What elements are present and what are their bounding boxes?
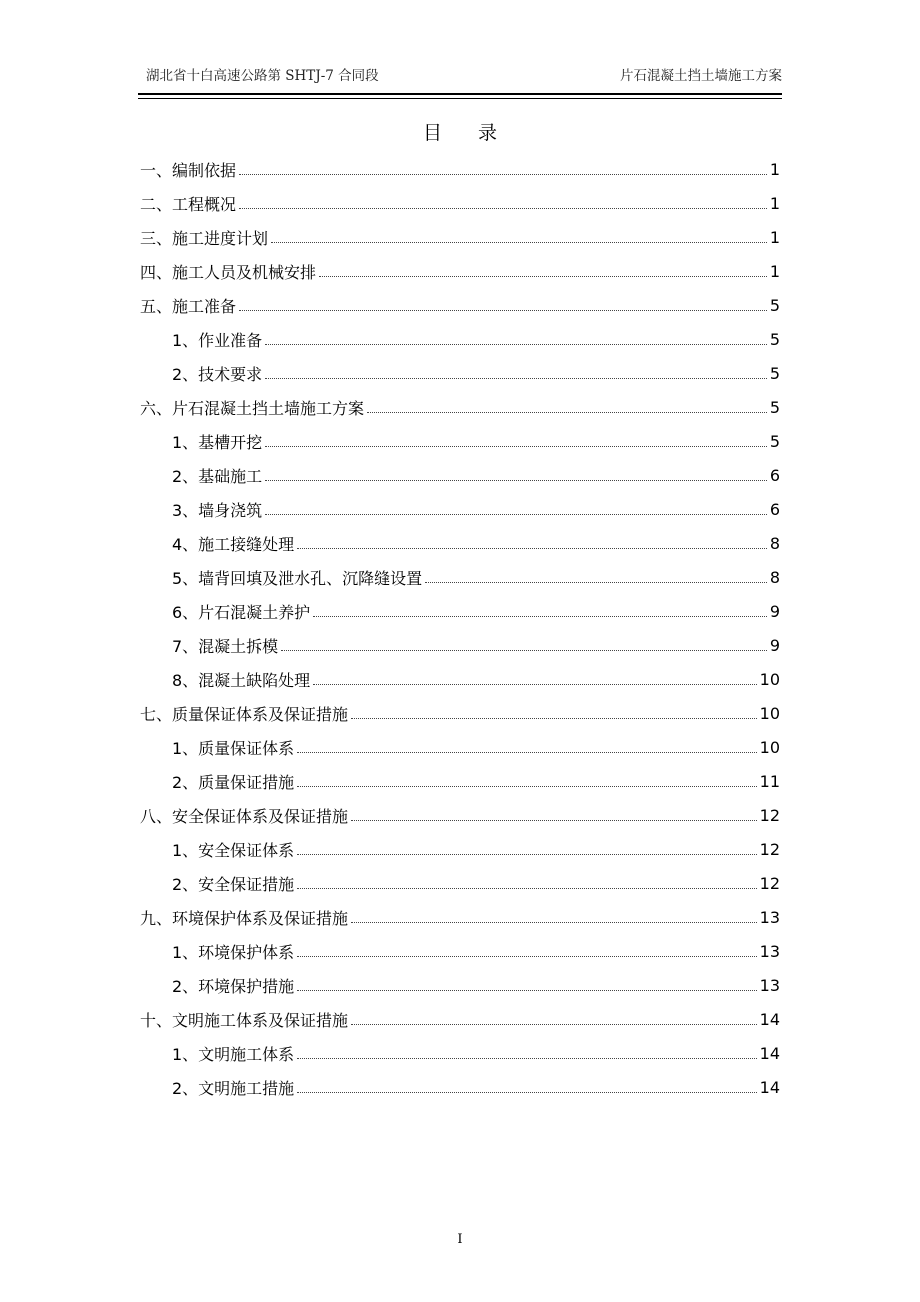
toc-dot-leader <box>297 752 756 753</box>
toc-dot-leader <box>239 310 767 311</box>
toc-subentry[interactable] <box>140 866 780 900</box>
toc-entry-page: 5 <box>769 397 780 417</box>
toc-subentry[interactable] <box>140 458 780 492</box>
toc-subentry[interactable] <box>140 934 780 968</box>
toc-entry[interactable] <box>140 900 780 934</box>
toc-entry[interactable] <box>140 798 780 832</box>
toc-subentry[interactable] <box>140 356 780 390</box>
toc-entry-page: 10 <box>759 669 780 689</box>
toc-entry-page: 6 <box>769 465 780 485</box>
toc-entry-title: 7、混凝土拆模 <box>172 636 279 656</box>
toc-entry-title: 六、片石混凝土挡土墙施工方案 <box>140 398 365 418</box>
toc-subentry[interactable] <box>140 832 780 866</box>
toc-entry[interactable] <box>140 390 780 424</box>
toc-entry-title: 8、混凝土缺陷处理 <box>172 670 311 690</box>
toc-entry-page: 5 <box>769 329 780 349</box>
toc-entry-page: 1 <box>769 193 780 213</box>
toc-entry-title: 4、施工接缝处理 <box>172 534 295 554</box>
toc-dot-leader <box>319 276 767 277</box>
toc-entry-title: 三、施工进度计划 <box>140 228 269 248</box>
toc-entry-page: 14 <box>759 1077 780 1097</box>
toc-dot-leader <box>425 582 767 583</box>
toc-entry-title: 一、编制依据 <box>140 160 237 180</box>
toc-dot-leader <box>239 174 767 175</box>
toc-entry-page: 13 <box>759 975 780 995</box>
toc-entry-page: 13 <box>759 907 780 927</box>
header-rule-thick <box>138 93 782 95</box>
toc-entry-page: 13 <box>759 941 780 961</box>
toc-subentry[interactable] <box>140 730 780 764</box>
toc-subentry[interactable] <box>140 526 780 560</box>
toc-entry-page: 9 <box>769 601 780 621</box>
toc-entry-page: 12 <box>759 805 780 825</box>
toc-entry-page: 1 <box>769 227 780 247</box>
table-of-contents <box>140 152 780 1104</box>
toc-dot-leader <box>265 446 767 447</box>
toc-entry[interactable] <box>140 220 780 254</box>
toc-entry-title: 3、墙身浇筑 <box>172 500 263 520</box>
toc-dot-leader <box>265 344 767 345</box>
toc-entry[interactable] <box>140 152 780 186</box>
toc-dot-leader <box>351 922 757 923</box>
header-rule-thin <box>138 98 782 99</box>
toc-entry-title: 九、环境保护体系及保证措施 <box>140 908 349 928</box>
toc-entry-title: 2、技术要求 <box>172 364 263 384</box>
toc-dot-leader <box>297 1092 756 1093</box>
page-number: I <box>457 1232 463 1247</box>
toc-entry-page: 10 <box>759 703 780 723</box>
toc-entry-page: 5 <box>769 363 780 383</box>
toc-entry-page: 14 <box>759 1009 780 1029</box>
toc-entry[interactable] <box>140 1002 780 1036</box>
toc-dot-leader <box>271 242 767 243</box>
toc-entry-page: 11 <box>759 771 780 791</box>
toc-subentry[interactable] <box>140 492 780 526</box>
toc-entry[interactable] <box>140 186 780 220</box>
toc-entry-title: 2、基础施工 <box>172 466 263 486</box>
toc-dot-leader <box>265 480 767 481</box>
toc-dot-leader <box>351 1024 757 1025</box>
toc-entry-title: 八、安全保证体系及保证措施 <box>140 806 349 826</box>
toc-dot-leader <box>297 888 756 889</box>
toc-entry-title: 四、施工人员及机械安排 <box>140 262 317 282</box>
toc-entry-page: 8 <box>769 567 780 587</box>
toc-subentry[interactable] <box>140 764 780 798</box>
toc-dot-leader <box>351 718 757 719</box>
toc-dot-leader <box>297 990 756 991</box>
toc-entry-page: 10 <box>759 737 780 757</box>
toc-dot-leader <box>297 786 756 787</box>
toc-dot-leader <box>265 378 767 379</box>
toc-entry-page: 8 <box>769 533 780 553</box>
header-document-title: 片石混凝土挡土墙施工方案 <box>620 68 782 84</box>
toc-entry-page: 5 <box>769 295 780 315</box>
toc-title: 目录 <box>422 122 533 144</box>
toc-entry-title: 1、作业准备 <box>172 330 263 350</box>
toc-entry-title: 1、基槽开挖 <box>172 432 263 452</box>
toc-entry-title: 5、墙背回填及泄水孔、沉降缝设置 <box>172 568 423 588</box>
toc-entry-page: 6 <box>769 499 780 519</box>
toc-subentry[interactable] <box>140 628 780 662</box>
toc-entry-title: 1、质量保证体系 <box>172 738 295 758</box>
toc-dot-leader <box>313 616 767 617</box>
toc-entry-title: 1、环境保护体系 <box>172 942 295 962</box>
toc-subentry[interactable] <box>140 662 780 696</box>
toc-entry-title: 五、施工准备 <box>140 296 237 316</box>
toc-subentry[interactable] <box>140 1036 780 1070</box>
toc-entry[interactable] <box>140 288 780 322</box>
toc-entry-page: 1 <box>769 261 780 281</box>
toc-dot-leader <box>239 208 767 209</box>
toc-dot-leader <box>297 548 767 549</box>
toc-subentry[interactable] <box>140 968 780 1002</box>
toc-entry-page: 12 <box>759 839 780 859</box>
toc-dot-leader <box>265 514 767 515</box>
toc-subentry[interactable] <box>140 1070 780 1104</box>
toc-dot-leader <box>351 820 757 821</box>
toc-entry-title: 十、文明施工体系及保证措施 <box>140 1010 349 1030</box>
toc-dot-leader <box>281 650 767 651</box>
toc-dot-leader <box>367 412 767 413</box>
toc-entry-title: 2、安全保证措施 <box>172 874 295 894</box>
toc-entry-title: 2、质量保证措施 <box>172 772 295 792</box>
toc-entry-title: 2、环境保护措施 <box>172 976 295 996</box>
toc-entry-title: 2、文明施工措施 <box>172 1078 295 1098</box>
toc-dot-leader <box>313 684 756 685</box>
page-header <box>138 64 782 86</box>
header-project-name: 湖北省十白高速公路第 SHTJ-7 合同段 <box>146 68 379 84</box>
toc-subentry[interactable] <box>140 424 780 458</box>
toc-entry-page: 5 <box>769 431 780 451</box>
toc-subentry[interactable] <box>140 594 780 628</box>
toc-dot-leader <box>297 1058 756 1059</box>
toc-entry-page: 12 <box>759 873 780 893</box>
toc-entry-page: 14 <box>759 1043 780 1063</box>
toc-dot-leader <box>297 854 756 855</box>
toc-entry-page: 9 <box>769 635 780 655</box>
toc-entry-title: 6、片石混凝土养护 <box>172 602 311 622</box>
toc-entry[interactable] <box>140 254 780 288</box>
toc-subentry[interactable] <box>140 560 780 594</box>
toc-entry-title: 1、安全保证体系 <box>172 840 295 860</box>
toc-dot-leader <box>297 956 756 957</box>
toc-entry-title: 二、工程概况 <box>140 194 237 214</box>
toc-subentry[interactable] <box>140 322 780 356</box>
toc-entry-title: 七、质量保证体系及保证措施 <box>140 704 349 724</box>
toc-entry-page: 1 <box>769 159 780 179</box>
toc-entry-title: 1、文明施工体系 <box>172 1044 295 1064</box>
toc-entry[interactable] <box>140 696 780 730</box>
